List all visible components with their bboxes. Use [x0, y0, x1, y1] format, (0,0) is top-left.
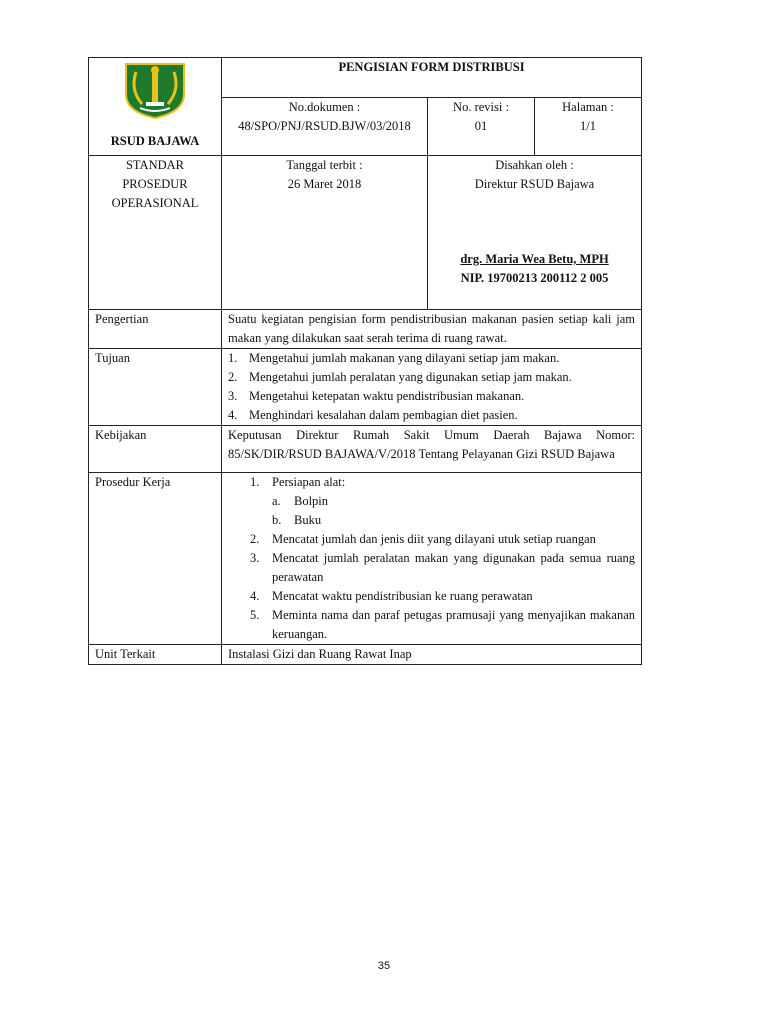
sub-number: a.	[272, 494, 281, 508]
list-number: 3.	[250, 551, 260, 565]
kebijakan-label: Kebijakan	[89, 426, 222, 473]
list-item	[228, 368, 635, 387]
unit-terkait-text: Instalasi Gizi dan Ruang Rawat Inap	[222, 645, 642, 665]
revision-value: 01	[474, 119, 488, 133]
prosedur-cell	[222, 473, 642, 645]
sop-line-2: PROSEDUR	[122, 177, 188, 191]
list-item	[250, 530, 635, 549]
tujuan-list	[228, 349, 635, 425]
page-label: Halaman :	[562, 100, 614, 114]
sub-item	[272, 492, 635, 511]
list-text: Mencatat waktu pendistribusian ke ruang perawatan	[272, 589, 533, 603]
approval-value: Direktur RSUD Bajawa	[474, 177, 595, 191]
list-number: 4.	[250, 589, 260, 603]
list-text: Meminta nama dan paraf petugas pramusaji yang menyajikan makanan keruangan.	[272, 608, 636, 641]
list-number: 3.	[228, 389, 238, 403]
page-number: 35	[377, 960, 391, 972]
list-item	[250, 473, 635, 530]
list-number: 1.	[250, 475, 260, 489]
document-number-cell	[222, 98, 428, 156]
prosedur-label: Prosedur Kerja	[89, 473, 222, 645]
sop-line-3: OPERASIONAL	[111, 196, 199, 210]
approval-label: Disahkan oleh :	[495, 158, 574, 172]
sub-number: b.	[272, 513, 282, 527]
pengertian-label: Pengertian	[89, 310, 222, 349]
revision-label: No. revisi :	[453, 100, 509, 114]
list-number: 5.	[250, 608, 260, 622]
list-text: Mengetahui jumlah peralatan yang digunakan setiap jam makan.	[249, 370, 572, 384]
document-title: PENGISIAN FORM DISTRIBUSI	[222, 58, 642, 98]
page-value: 1/1	[580, 119, 596, 133]
document-number-label: No.dokumen :	[288, 100, 361, 114]
list-number: 2.	[228, 370, 238, 384]
sub-text: Bolpin	[294, 494, 329, 508]
list-number: 1.	[228, 351, 238, 365]
list-text: Persiapan alat:	[272, 475, 346, 489]
list-number: 2.	[250, 532, 260, 546]
hospital-logo	[120, 60, 190, 120]
kebijakan-text: Keputusan Direktur Rumah Sakit Umum Daerah Bajawa Nomor: 85/SK/DIR/RSUD BAJAWA/V/2018 Tentang Pelayanan Gizi RSUD Bajawa	[222, 426, 642, 473]
revision-cell	[428, 98, 535, 156]
sop-table	[88, 57, 642, 665]
list-item	[250, 587, 635, 606]
list-item	[250, 606, 635, 644]
list-item	[228, 349, 635, 368]
signer-name: drg. Maria Wea Betu, MPH	[460, 252, 609, 266]
tujuan-label: Tujuan	[89, 349, 222, 426]
list-item	[228, 387, 635, 406]
tujuan-cell	[222, 349, 642, 426]
hospital-logo-cell	[89, 58, 222, 156]
list-text: Mencatat jumlah peralatan makan yang digunakan pada semua ruang perawatan	[272, 551, 636, 584]
issue-date-cell	[222, 156, 428, 310]
pengertian-text: Suatu kegiatan pengisian form pendistribusian makanan pasien setiap kali jam makan yang dilakukan saat serah terima di ruang rawat.	[222, 310, 642, 349]
issue-date-label: Tanggal terbit :	[286, 158, 363, 172]
sub-item	[272, 511, 635, 530]
hospital-name: RSUD BAJAWA	[110, 134, 200, 148]
sop-document	[88, 57, 641, 665]
issue-date-value: 26 Maret 2018	[287, 177, 362, 191]
sop-line-1: STANDAR	[125, 158, 185, 172]
unit-terkait-label: Unit Terkait	[89, 645, 222, 665]
list-text: Mengetahui ketepatan waktu pendistribusian makanan.	[249, 389, 525, 403]
list-number: 4.	[228, 408, 238, 422]
sub-text: Buku	[294, 513, 322, 527]
list-text: Mengetahui jumlah makanan yang dilayani setiap jam makan.	[249, 351, 560, 365]
list-item	[228, 406, 635, 425]
sop-label-cell	[89, 156, 222, 310]
document-number-value: 48/SPO/PNJ/RSUD.BJW/03/2018	[238, 119, 411, 133]
approval-cell	[428, 156, 642, 310]
signer-nip: NIP. 19700213 200112 2 005	[460, 271, 609, 285]
list-item	[250, 549, 635, 587]
list-text: Mencatat jumlah dan jenis diit yang dilayani utuk setiap ruangan	[272, 532, 596, 546]
list-text: Menghindari kesalahan dalam pembagian diet pasien.	[249, 408, 518, 422]
page-cell	[535, 98, 642, 156]
